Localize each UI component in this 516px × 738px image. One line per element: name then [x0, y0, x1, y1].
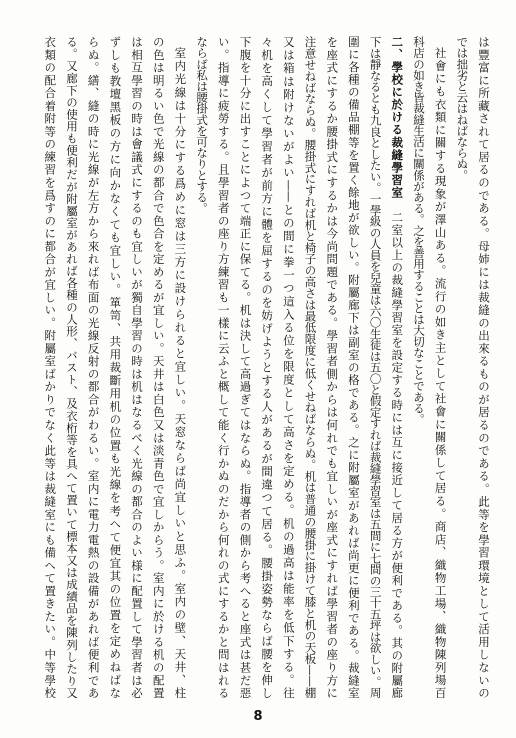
- text-column: ならば私は腰掛式を可なりとする。: [195, 36, 210, 214]
- text-column: 圍に各種の備品棚等を置く餘地が欲しい。附屬廊下は副室の格である。之に附屬室があれば尚更に便利である。裁縫室: [346, 36, 361, 698]
- text-column: を座式にするか腰掛式にするかは今尚問題である。學習者側からは何れでも宜しいが座式にすれば學習者の座り方に: [325, 36, 340, 698]
- text-column: 室内光線は十分にする爲めに窓は三方に設けられると宜しい。天窓ならば尚宜しいと思ふ。室内の壁、天井、柱: [173, 47, 188, 698]
- section-heading: 二、學校に於ける裁縫學習室: [390, 36, 405, 199]
- text-column: らぬ。繕、縫の時に光線が左方から來れば布面の光線反射の都合がわるい。室内に電力電熱の設備があれば便利であ: [86, 36, 101, 698]
- text-column: 社會にも衣類に關する現象が澤山ある。流行の如き主として社會に關係して居る。商店、織物工場、織物陳列場百: [433, 47, 448, 698]
- text-column: い。指導に疲勞する。且學習者の座り方練習も一樣に云ふと概して能く行かぬのだから何れの式にするかと問はれる: [216, 36, 231, 698]
- text-column-with-heading: [386, 36, 408, 698]
- text-column: 又は箱は附けないがよい——との間に拳一つ這入る位を限度として高さを定める。机の過高は能率を低下する。往: [281, 36, 296, 698]
- text-column: 下は靜なるとも九良としたい。一學級の人員を兒童は六〇生徒は五〇と假定すれば裁縫學習室は五間に七間の三十五坪は欲しい。周: [368, 36, 383, 698]
- text-column: ずしも教壇黑板の方に向かなくても宜しい。箪笥、共用裁斷用机の位置も光線を考へて便宜其の位置を定めねばな: [108, 36, 123, 698]
- page-number: 8: [253, 709, 263, 724]
- body-text: [38, 36, 494, 698]
- text-column: 二室以上の裁縫學習室を設定する時には互に接近して居る方が便利である。其の附屬廊: [390, 198, 405, 698]
- text-column: は豐富に所藏されて居るのである。母姉には裁縫の出來るものが居るのである。此等を學習環境として活用しないの: [477, 36, 491, 698]
- text-column: は相互學習の時は會議式にするのも宜しいが獨自學習の時は机はなるべく光線の都合のよい様に配置して學習者は必: [130, 36, 144, 698]
- text-column: では拙劣と云はねばならぬ。: [455, 36, 470, 181]
- text-column: る。又廊下の使用も便利だが附屬室があれば各種の人形、バスト、及衣桁等を具へて置いて標本又は成績品を陳列したり又: [64, 36, 79, 698]
- text-column: 注意せねばならぬ。腰掛式にすれば机と椅子の高さは最低限度に低くせねばならぬ。机は普通の腰掛に掛けて膝と机の天板——棚: [303, 36, 318, 698]
- text-column: 衣類の配合着附等の練習を爲すのに都合が宜しい。附屬室ばかりでなく此等は裁縫室にも備へて置きたい。中等學校: [43, 36, 58, 698]
- text-column: 下腹を十分に出すことによつて端正に保てる。机は決して高過ぎてはならぬ。指導者の側から考へると座式は甚だ惡: [238, 36, 253, 698]
- text-column: 科店の如き皆裁縫生活に關係がある。之を善用することは大切なことである。: [411, 36, 426, 425]
- text-column: の色は明るい色で光線の都合で色合を定めるが宜しい。天井は白色又は淡青色で宜しからう。室内に於ける机の配置: [151, 36, 166, 698]
- text-column: 々机を高くして學習者が前方に體を屈するのを妨げようとする人があるが間違つて居る。腰掛姿勢ならば腰を伸し: [260, 36, 275, 698]
